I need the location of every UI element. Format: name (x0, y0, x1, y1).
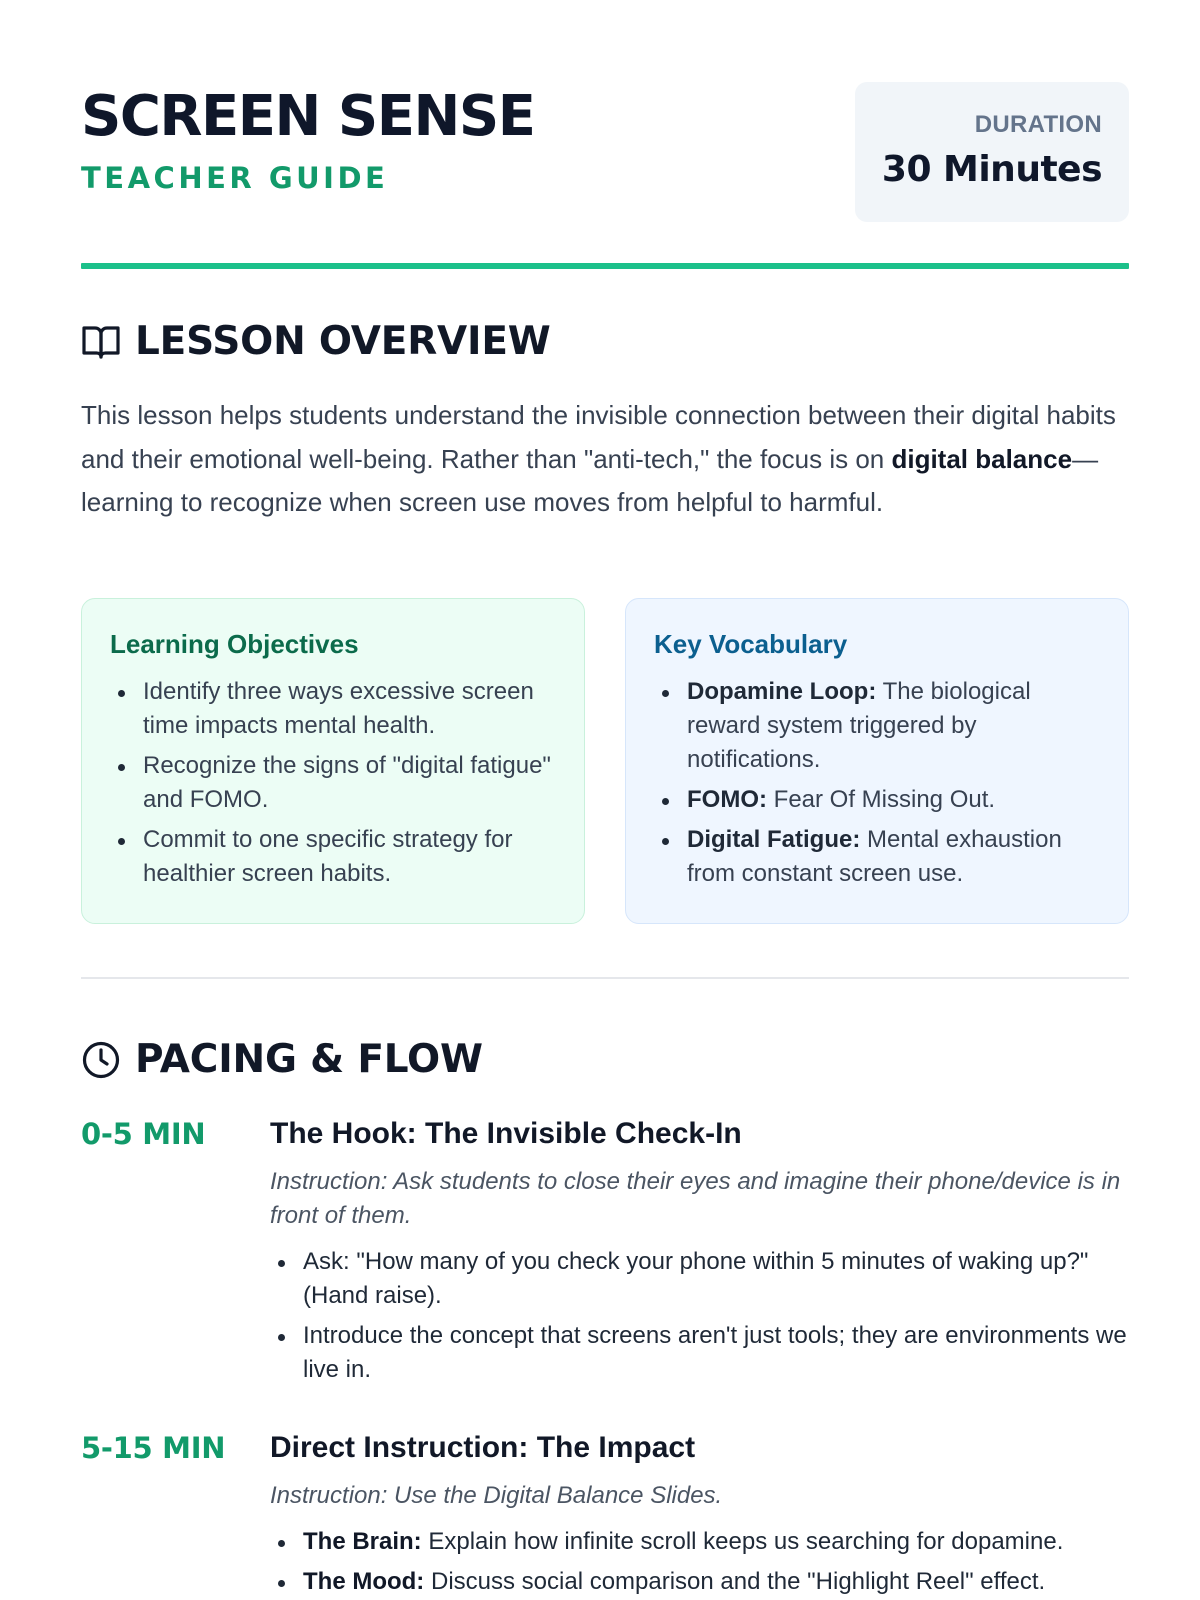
pacing-bullet-list (270, 1525, 1129, 1599)
pacing-bullet-text: Introduce the concept that screens aren't just tools; they are environments we live in. (303, 1322, 1127, 1383)
duration-label: DURATION (974, 111, 1102, 138)
key-vocabulary-title: Key Vocabulary (654, 629, 848, 659)
pacing-time: 5-15 MIN (81, 1431, 226, 1465)
pacing-bullet (270, 1525, 1129, 1559)
section-divider (81, 977, 1129, 979)
pacing-bullet-list (270, 1245, 1129, 1387)
header-rule (81, 263, 1129, 269)
doc-subtitle: TEACHER GUIDE (81, 161, 389, 195)
overview-text-emphasis: digital balance (891, 443, 1073, 474)
vocabulary-term: Digital Fatigue: (687, 826, 861, 853)
pacing-body (270, 1429, 1129, 1600)
open-book-icon (81, 322, 121, 362)
vocabulary-term: Dopamine Loop: (687, 678, 877, 705)
vocabulary-definition: Fear Of Missing Out. (766, 786, 996, 813)
pacing-body (270, 1115, 1129, 1393)
vocabulary-item (654, 823, 1100, 891)
teacher-guide-page (81, 0, 1129, 1600)
learning-objectives-title: Learning Objectives (110, 629, 359, 659)
pacing-bullet (270, 1319, 1129, 1387)
doc-title: SCREEN SENSE (81, 84, 535, 149)
overview-heading-text: LESSON OVERVIEW (135, 319, 551, 364)
pacing-heading (81, 1036, 483, 1084)
pacing-bullet-term: The Mood: (303, 1568, 425, 1595)
overview-paragraph (81, 394, 1129, 525)
pacing-instruction: Instruction: Ask students to close their eyes and imagine their phone/device is in front of them. (270, 1168, 1121, 1229)
vocabulary-definition: Mental exhaustion from constant screen use. (687, 826, 1062, 887)
pacing-title: Direct Instruction: The Impact (270, 1431, 696, 1464)
learning-objectives-card (81, 598, 585, 924)
objective-item: Commit to one specific strategy for healthier screen habits. (110, 823, 556, 891)
pacing-bullet (270, 1565, 1129, 1599)
vocabulary-item (654, 783, 1100, 817)
pacing-instruction: Instruction: Use the Digital Balance Slides. (270, 1482, 723, 1509)
vocabulary-term: FOMO: (687, 786, 767, 813)
pacing-bullet-text: Ask: "How many of you check your phone within 5 minutes of waking up?" (Hand raise). (303, 1248, 1089, 1309)
duration-value: 30 Minutes (881, 149, 1102, 190)
vocabulary-list (654, 675, 1100, 891)
pacing-bullet-term: The Brain: (303, 1528, 422, 1555)
overview-text-end: —learning to recognize when screen use moves from helpful to harmful. (81, 443, 1099, 517)
vocabulary-definition: The biological reward system triggered by notifications. (687, 678, 1031, 773)
pacing-heading-text: PACING & FLOW (135, 1037, 483, 1082)
clock-icon (81, 1040, 121, 1080)
overview-heading (81, 318, 551, 366)
objective-item: Recognize the signs of "digital fatigue" and FOMO. (110, 749, 556, 817)
overview-text-start: This lesson helps students understand the invisible connection between their digital habits and their emotional well-being. Rather than "anti-tech," the focus is on (81, 400, 1116, 474)
guide-header (81, 80, 1129, 222)
pacing-bullet (270, 1245, 1129, 1313)
pacing-bullet-text: Discuss social comparison and the "Highlight Reel" effect. (424, 1568, 1046, 1595)
pacing-time: 0-5 MIN (81, 1117, 206, 1151)
pacing-bullet-text: Explain how infinite scroll keeps us searching for dopamine. (421, 1528, 1064, 1555)
pacing-title: The Hook: The Invisible Check-In (270, 1117, 742, 1150)
objective-item: Identify three ways excessive screen time impacts mental health. (110, 675, 556, 743)
duration-box (855, 82, 1129, 222)
vocabulary-item (654, 675, 1100, 777)
key-vocabulary-card (625, 598, 1129, 924)
objectives-list (110, 675, 556, 891)
